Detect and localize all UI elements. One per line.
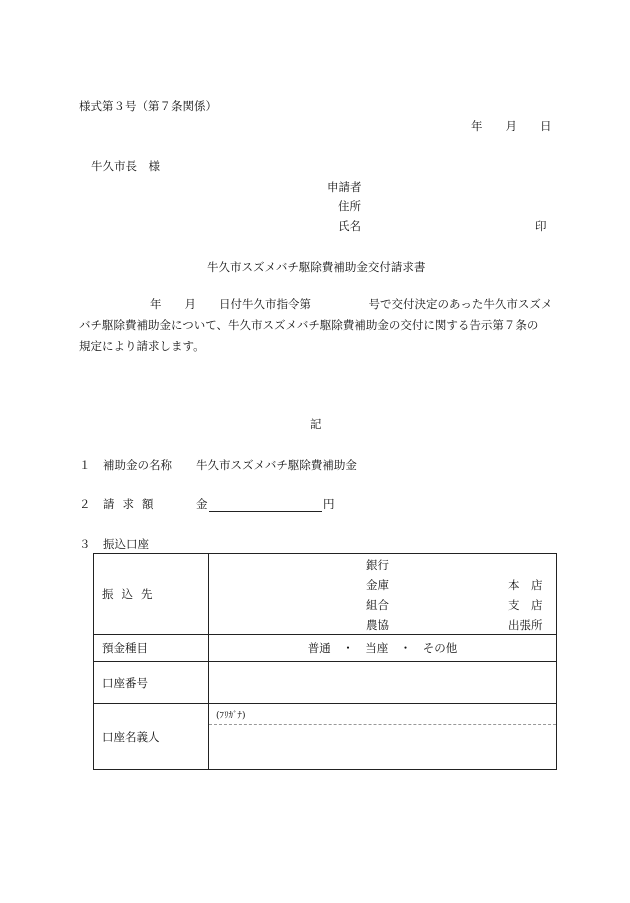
account-table [93, 553, 557, 770]
branch-head: 本 店 [508, 578, 543, 592]
document-title: 牛久市スズメバチ駆除費補助金交付請求書 [207, 260, 426, 274]
transfer-label-cell [94, 554, 209, 635]
furigana-row[interactable] [209, 704, 556, 725]
deposit-type-options: 普通 ・ 当座 ・ その他 [307, 641, 458, 655]
item-3-number: ３ [79, 537, 91, 551]
body-line-1: 年 月 日付牛久市指令第 号で交付決定のあった牛久市スズメ [150, 297, 553, 311]
body-line-3: 規定により請求します。 [79, 339, 205, 353]
form-number: 様式第３号（第７条関係） [79, 99, 217, 113]
holder-label: 口座名義人 [102, 729, 160, 744]
branch-sub: 出張所 [508, 618, 543, 632]
body-line-2: バチ駆除費補助金について、牛久市スズメバチ駆除費補助金の交付に関する告示第７条の [79, 318, 539, 332]
furigana-label: (ﾌﾘｶﾞﾅ) [216, 711, 246, 721]
addressee: 牛久市長 様 [91, 159, 160, 173]
item-2-prefix: 金 [196, 497, 208, 511]
bank-name-cell[interactable] [209, 554, 557, 635]
deposit-type-label-cell [94, 635, 209, 662]
date-line: 年 月 日 [471, 119, 552, 133]
item-2-suffix: 円 [323, 497, 335, 511]
item-1-number: １ [79, 458, 91, 472]
deposit-type-label: 預金種目 [102, 641, 148, 655]
ki-heading: 記 [310, 417, 322, 431]
branch-branch: 支 店 [508, 598, 543, 612]
institution-kumiai: 組合 [366, 598, 389, 612]
amount-underline[interactable] [209, 511, 322, 512]
holder-label-cell [94, 704, 209, 770]
institution-bank: 銀行 [366, 558, 389, 572]
item-2-number: ２ [79, 497, 91, 511]
deposit-type-cell[interactable] [209, 635, 557, 662]
transfer-label: 振込先 [102, 587, 161, 601]
account-number-label: 口座番号 [102, 675, 148, 690]
institution-nokyo: 農協 [366, 618, 389, 632]
item-1-value: 牛久市スズメバチ駆除費補助金 [196, 458, 357, 472]
account-number-label-cell [94, 662, 209, 704]
applicant-label: 申請者 [327, 180, 362, 194]
item-3-label: 振込口座 [103, 537, 149, 551]
account-number-cell[interactable] [209, 662, 557, 704]
item-2-label: 請求額 [103, 497, 162, 511]
institution-shinkin: 金庫 [366, 578, 389, 592]
name-label: 氏名 [338, 219, 361, 233]
holder-cell[interactable] [209, 704, 557, 770]
address-label: 住所 [338, 199, 361, 213]
item-1-label: 補助金の名称 [103, 458, 172, 472]
seal-mark: 印 [535, 219, 547, 233]
